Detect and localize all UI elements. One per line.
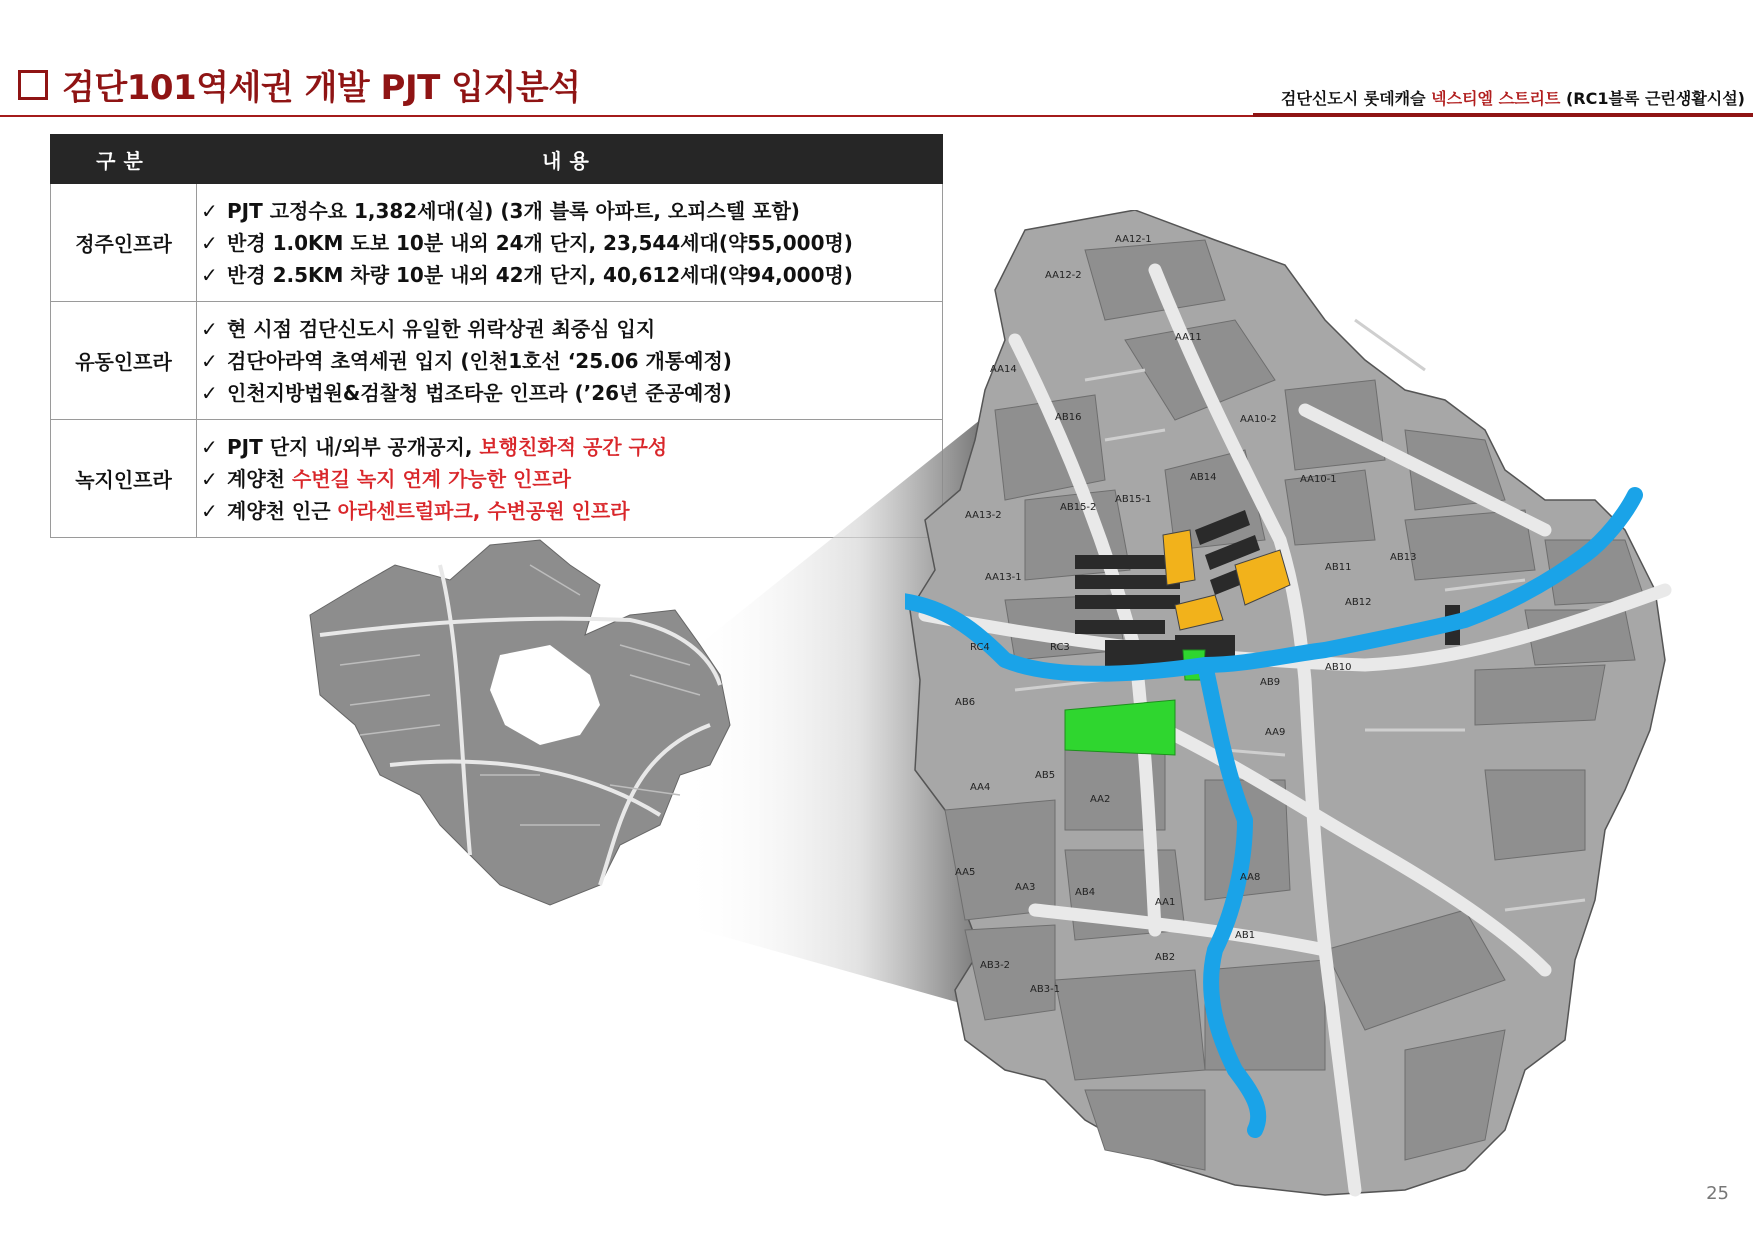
- block-label: AA1: [1155, 897, 1176, 908]
- check-icon: ✓: [201, 498, 218, 523]
- block-label: AB15-1: [1115, 494, 1152, 505]
- row-category: 유동인프라: [51, 302, 197, 420]
- block-label: AA8: [1240, 872, 1261, 883]
- block-label: AA13-1: [985, 572, 1022, 583]
- check-icon: ✓: [201, 316, 218, 341]
- block-label: AA10-1: [1300, 474, 1337, 485]
- check-icon: ✓: [201, 466, 218, 491]
- check-icon: ✓: [201, 380, 218, 405]
- block-label: AA5: [955, 867, 976, 878]
- line-text: 반경 2.5KM 차량 10분 내외 42개 단지, 40,612세대(약94,000명): [227, 262, 853, 287]
- line-text: 반경 1.0KM 도보 10분 내외 24개 단지, 23,544세대(약55,000명): [227, 230, 853, 255]
- block-label: AB3-1: [1030, 984, 1061, 995]
- block-label: AA14: [990, 364, 1017, 375]
- block-label: AB3-2: [980, 960, 1011, 971]
- block-label: AB14: [1190, 472, 1217, 483]
- block-label: AB4: [1075, 887, 1096, 898]
- line-text: 계양천: [227, 466, 292, 491]
- block-label: RC3: [1050, 642, 1070, 653]
- line-text: 현 시점 검단신도시 유일한 위락상권 최중심 입지: [227, 316, 656, 341]
- block-label: AA9: [1265, 727, 1286, 738]
- check-icon: ✓: [201, 434, 218, 459]
- block-label: AA2: [1090, 794, 1111, 805]
- check-icon: ✓: [201, 198, 218, 223]
- block-label: AB13: [1390, 552, 1417, 563]
- col-header-content: 내용: [197, 135, 943, 184]
- line-text: PJT 고정수요 1,382세대(실) (3개 블록 아파트, 오피스텔 포함): [227, 198, 800, 223]
- col-header-category: 구분: [51, 135, 197, 184]
- block-label: AB15-2: [1060, 502, 1097, 513]
- line-highlight: 수변길 녹지 연계 가능한 인프라: [291, 466, 571, 491]
- site-detail-map: [905, 210, 1745, 1200]
- block-label: AA4: [970, 782, 991, 793]
- overview-map: [300, 525, 820, 935]
- block-label: AB5: [1035, 770, 1056, 781]
- subtitle-post: (RC1블록 근린생활시설): [1560, 89, 1745, 108]
- line-highlight: 보행친화적 공간 구성: [479, 434, 668, 459]
- line-text: 인천지방법원&검찰청 법조타운 인프라 (’26년 준공예정): [227, 380, 732, 405]
- subtitle-highlight: 넥스티엘 스트리트: [1431, 89, 1561, 108]
- block-label: AB9: [1260, 677, 1281, 688]
- block-label: AA12-1: [1115, 234, 1152, 245]
- line-text: PJT 단지 내/외부 공개공지,: [227, 434, 480, 459]
- row-category: 녹지인프라: [51, 420, 197, 538]
- line-highlight: 아라센트럴파크, 수변공원 인프라: [337, 498, 630, 523]
- block-label: AB6: [955, 697, 976, 708]
- check-icon: ✓: [201, 230, 218, 255]
- block-label: AA10-2: [1240, 414, 1277, 425]
- line-text: 검단아라역 초역세권 입지 (인천1호선 ‘25.06 개통예정): [227, 348, 732, 373]
- block-label: RC4: [970, 642, 990, 653]
- block-label: AB16: [1055, 412, 1082, 423]
- block-label: AB12: [1345, 597, 1372, 608]
- block-label: AA12-2: [1045, 270, 1082, 281]
- block-label: AA11: [1175, 332, 1202, 343]
- line-text: 계양천 인근: [227, 498, 338, 523]
- block-label: AB11: [1325, 562, 1352, 573]
- block-label: AA3: [1015, 882, 1036, 893]
- subtitle-pre: 검단신도시 롯데캐슬: [1280, 89, 1432, 108]
- block-label: AB10: [1325, 662, 1352, 673]
- check-icon: ✓: [201, 348, 218, 373]
- block-label: AA13-2: [965, 510, 1002, 521]
- page-title-text: 검단101역세권 개발 PJT 입지분석: [62, 68, 581, 108]
- row-category: 정주인프라: [51, 184, 197, 302]
- page-number: 25: [1706, 1183, 1729, 1204]
- block-label: AB2: [1155, 952, 1176, 963]
- check-icon: ✓: [201, 262, 218, 287]
- block-label: AB1: [1235, 930, 1256, 941]
